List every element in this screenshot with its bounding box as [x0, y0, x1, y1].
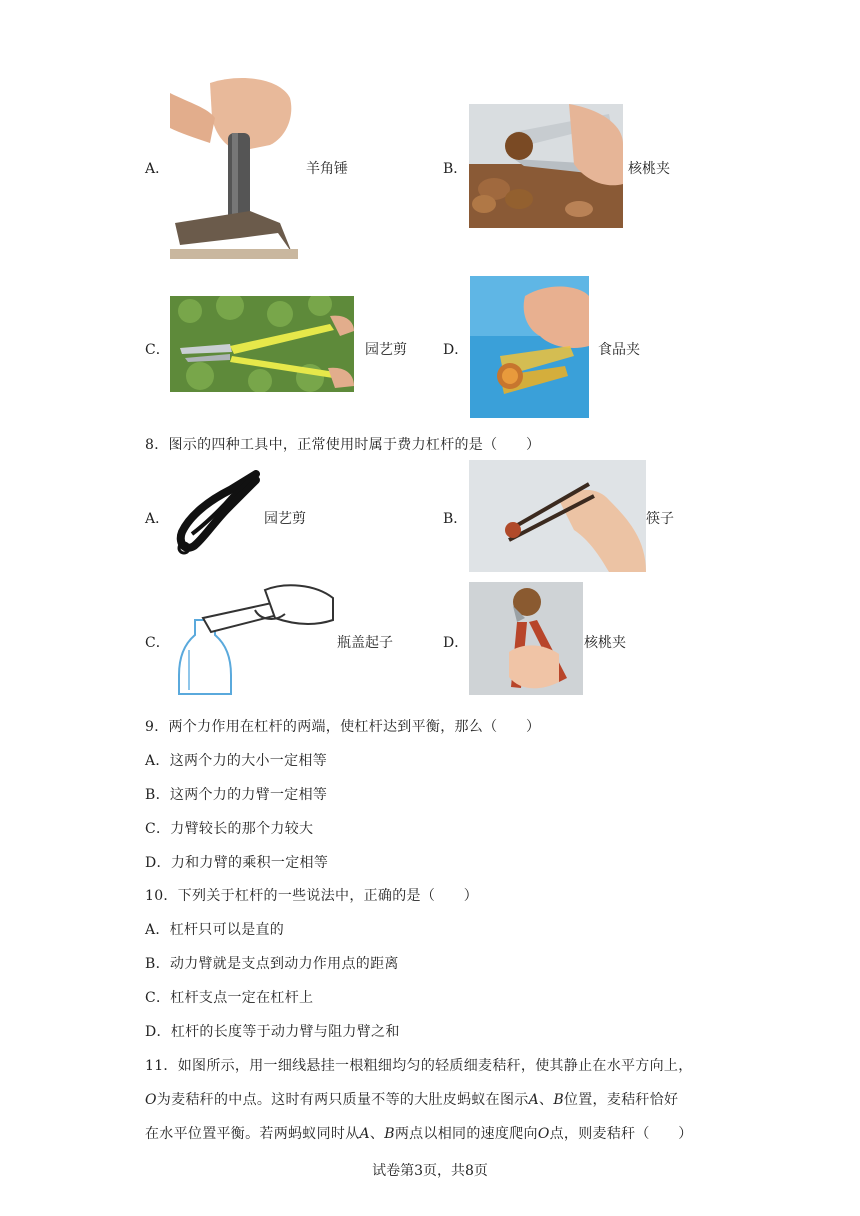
- question-10-option-a: A．杠杆只可以是直的: [145, 922, 285, 938]
- option-letter-7b: B．: [443, 161, 468, 177]
- garden-shears-drawing: [170, 470, 260, 556]
- question-10-option-d: D．杠杆的长度等于动力臂与阻力臂之和: [145, 1024, 400, 1040]
- question-9-option-a: A．这两个力的大小一定相等: [145, 753, 328, 769]
- question-11-line-1: 11．如图所示，用一细线悬挂一根粗细均匀的轻质细麦秸秆，使其静止在水平方向上，: [145, 1058, 693, 1074]
- food-tongs-image: [470, 276, 589, 418]
- question-10-option-b: B．动力臂就是支点到动力作用点的距离: [145, 956, 399, 972]
- option-label-7d: 食品夹: [598, 342, 640, 358]
- question-8-stem: 8．图示的四种工具中，正常使用时属于费力杠杆的是（ ）: [145, 437, 541, 453]
- option-letter-8c: C．: [145, 635, 170, 651]
- question-11-line-2: O为麦秸秆的中点。这时有两只质量不等的大肚皮蚂蚁在图示A、B位置，麦秸秆恰好: [145, 1092, 679, 1108]
- question-11-line-3: 在水平位置平衡。若两蚂蚁同时从A、B两点以相同的速度爬向O点，则麦秸秆（ ）: [145, 1126, 693, 1142]
- option-letter-7c: C．: [145, 342, 170, 358]
- option-letter-8a: A．: [145, 511, 170, 527]
- question-9-option-b: B．这两个力的力臂一定相等: [145, 787, 328, 803]
- nutcracker-image: [469, 582, 583, 695]
- option-label-8c: 瓶盖起子: [337, 635, 393, 651]
- option-label-7b: 核桃夹: [628, 161, 670, 177]
- option-label-7a: 羊角锤: [306, 161, 348, 177]
- option-label-8d: 核桃夹: [584, 635, 626, 651]
- chopsticks-image: [469, 460, 646, 572]
- question-10-option-c: C．杠杆支点一定在杠杆上: [145, 990, 314, 1006]
- question-10-stem: 10．下列关于杠杆的一些说法中，正确的是（ ）: [145, 888, 479, 904]
- option-letter-8b: B．: [443, 511, 468, 527]
- option-label-8b: 筷子: [646, 511, 674, 527]
- bottle-opener-drawing: [175, 580, 335, 696]
- question-9-option-c: C．力臂较长的那个力较大: [145, 821, 314, 837]
- page-footer: 试卷第3页，共8页: [372, 1163, 488, 1179]
- garden-shears-image: [170, 296, 354, 392]
- option-letter-8d: D．: [443, 635, 469, 651]
- option-label-8a: 园艺剪: [264, 511, 306, 527]
- claw-hammer-image: [170, 73, 298, 259]
- option-letter-7a: A．: [145, 161, 170, 177]
- nutcracker-image: [469, 104, 623, 228]
- option-letter-7d: D．: [443, 342, 469, 358]
- question-9-option-d: D．力和力臂的乘积一定相等: [145, 855, 329, 871]
- question-9-stem: 9．两个力作用在杠杆的两端，使杠杆达到平衡，那么（ ）: [145, 719, 541, 735]
- option-label-7c: 园艺剪: [365, 342, 407, 358]
